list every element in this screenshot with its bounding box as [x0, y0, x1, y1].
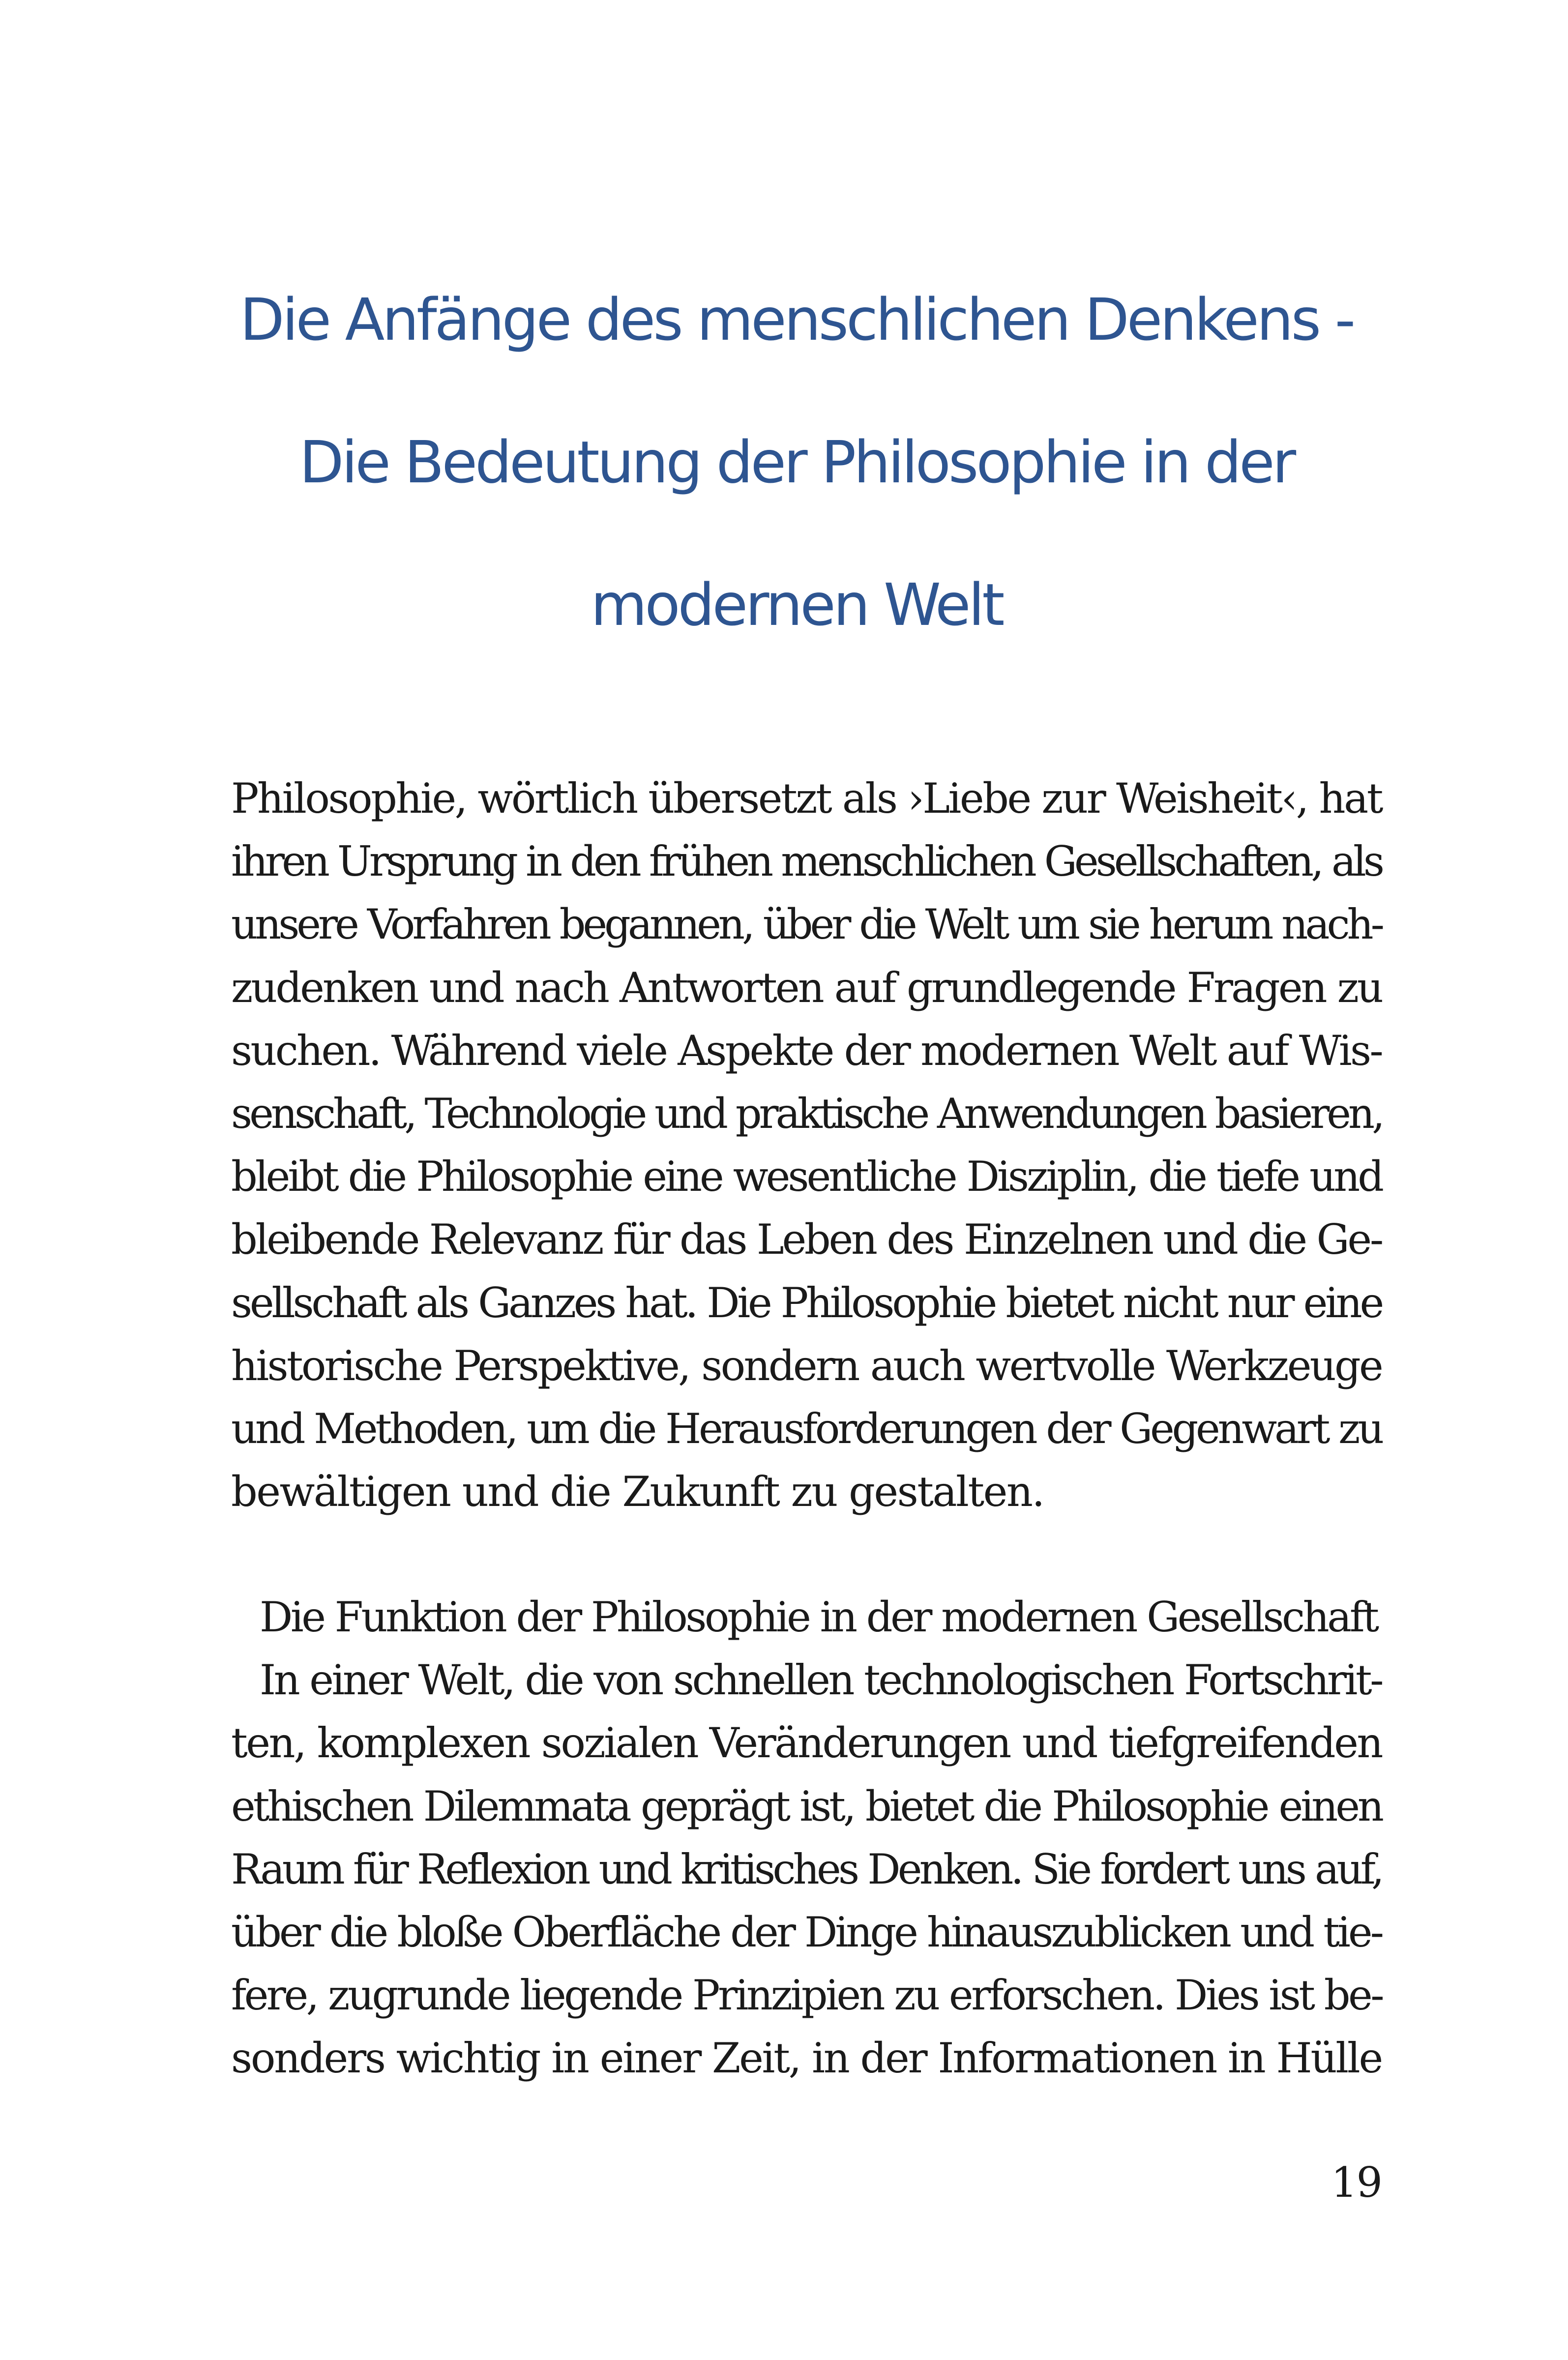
text-line: unsere Vorfahren begannen, über die Welt um sie herum nach- — [231, 900, 1382, 949]
text-line: historische Perspektive, sondern auch wertvolle Werkzeuge — [231, 1341, 1382, 1390]
chapter-title-line-2: Die Bedeutung der Philosophie in der — [299, 428, 1294, 496]
section-block — [231, 1586, 1382, 2090]
text-line: sonders wichtig in einer Zeit, in der Informationen in Hülle — [231, 2034, 1382, 2083]
text-line: Raum für Reflexion und kritisches Denken. Sie fordert uns auf, — [231, 1845, 1382, 1893]
text-line: ten, komplexen sozialen Veränderungen und tiefgreifenden — [231, 1719, 1382, 1768]
chapter-title-line-1: Die Anfänge des menschlichen Denkens - — [239, 286, 1354, 354]
text-line: ihren Ursprung in den frühen menschlichen Gesellschaften, als — [231, 837, 1382, 886]
intro-paragraph — [231, 767, 1382, 1523]
text-line: In einer Welt, die von schnellen technologischen Fortschrit- — [260, 1656, 1382, 1705]
text-line: zudenken und nach Antworten auf grundlegende Fragen zu — [231, 963, 1382, 1012]
chapter-title-line-3: modernen Welt — [591, 571, 1003, 639]
section-heading: Die Funktion der Philosophie in der modernen Gesellschaft — [260, 1593, 1377, 1641]
text-line: bewältigen und die Zukunft zu gestalten. — [231, 1468, 1044, 1516]
chapter-title — [226, 248, 1367, 676]
text-line: bleibende Relevanz für das Leben des Einzelnen und die Ge- — [231, 1215, 1382, 1264]
text-line: suchen. Während viele Aspekte der modernen Welt auf Wis- — [231, 1026, 1382, 1075]
text-line: und Methoden, um die Herausforderungen der Gegenwart zu — [231, 1404, 1382, 1453]
text-line: bleibt die Philosophie eine wesentliche Disziplin, die tiefe und — [231, 1152, 1382, 1201]
text-line: über die bloße Oberfläche der Dinge hinauszublicken und tie- — [231, 1908, 1382, 1956]
text-line: Philosophie, wörtlich übersetzt als ›Liebe zur Weisheit‹, hat — [231, 774, 1382, 823]
page-number: 19 — [1331, 2158, 1382, 2207]
text-line: sellschaft als Ganzes hat. Die Philosophie bietet nicht nur eine — [231, 1278, 1382, 1327]
text-line: fere, zugrunde liegende Prinzipien zu erforschen. Dies ist be- — [231, 1971, 1383, 2020]
text-line: senschaft, Technologie und praktische Anwendungen basieren, — [231, 1089, 1382, 1138]
text-line: ethischen Dilemmata geprägt ist, bietet die Philosophie einen — [231, 1782, 1382, 1830]
